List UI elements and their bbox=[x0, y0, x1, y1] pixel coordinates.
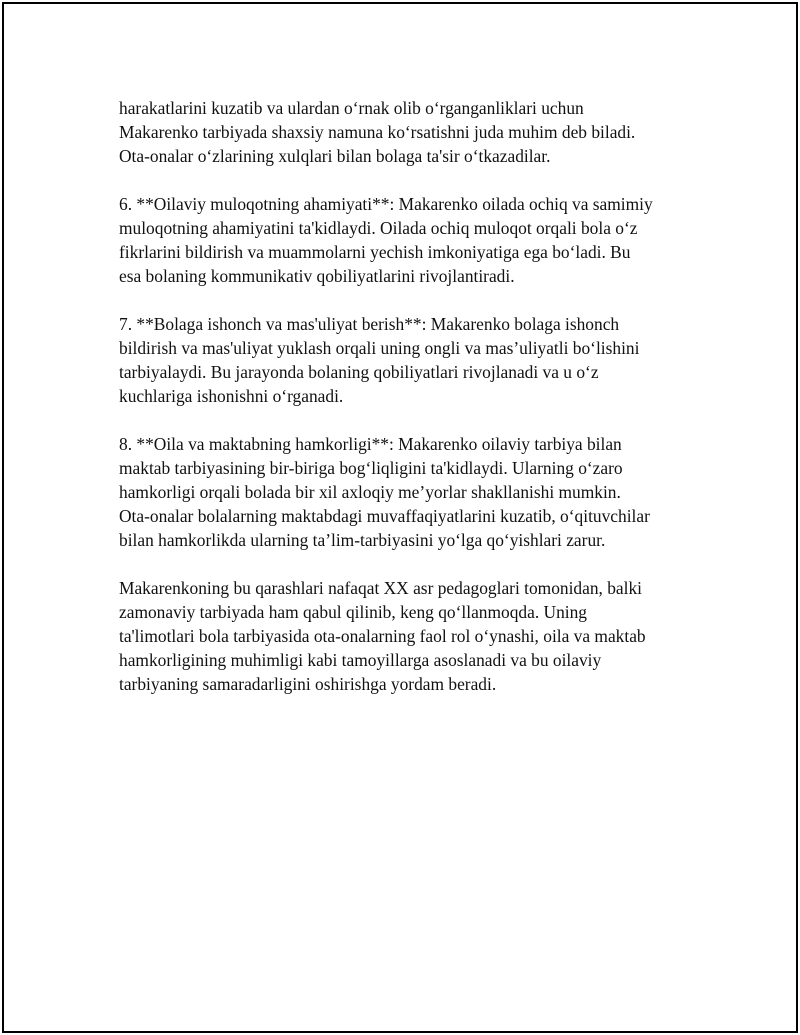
text-line: 7. **Bolaga ishonch va mas'uliyat berish**: Makarenko bolaga ishonch bbox=[119, 314, 620, 334]
text-line: harakatlarini kuzatib va ulardan o‘rnak olib o‘rganganliklari uchun bbox=[119, 98, 584, 118]
text-line: Makarenko tarbiyada shaxsiy namuna ko‘rsatishni juda muhim deb biladi. bbox=[119, 122, 636, 142]
text-line: tarbiyalaydi. Bu jarayonda bolaning qobiliyatlari rivojlanadi va u o‘z bbox=[119, 362, 599, 382]
document-page bbox=[2, 2, 798, 1033]
text-line: bilan hamkorlikda ularning ta’lim-tarbiyasini yo‘lga qo‘yishlari zarur. bbox=[119, 530, 606, 550]
text-line: hamkorligi orqali bolada bir xil axloqiy me’yorlar shakllanishi mumkin. bbox=[119, 482, 621, 502]
text-line: ta'limotlari bola tarbiyasida ota-onalarning faol rol o‘ynashi, oila va maktab bbox=[119, 626, 646, 646]
text-line: fikrlarini bildirish va muammolarni yechish imkoniyatiga ega bo‘ladi. Bu bbox=[119, 242, 631, 262]
text-line: Ota-onalar bolalarning maktabdagi muvaffaqiyatlarini kuzatib, o‘qituvchilar bbox=[119, 506, 650, 526]
text-line: kuchlariga ishonishni o‘rganadi. bbox=[119, 386, 344, 406]
text-line: 6. **Oilaviy muloqotning ahamiyati**: Makarenko oilada ochiq va samimiy bbox=[119, 194, 653, 214]
text-line: Makarenkoning bu qarashlari nafaqat XX asr pedagoglari tomonidan, balki bbox=[119, 578, 643, 598]
text-line: esa bolaning kommunikativ qobiliyatlarini rivojlantiradi. bbox=[119, 266, 515, 286]
paragraph-family-communication bbox=[119, 192, 699, 288]
text-line: muloqotning ahamiyatini ta'kidlaydi. Oilada ochiq muloqot orqali bola o‘z bbox=[119, 218, 638, 238]
text-line: hamkorligining muhimligi kabi tamoyillarga asoslanadi va bu oilaviy bbox=[119, 650, 602, 670]
text-line: zamonaviy tarbiyada ham qabul qilinib, keng qo‘llanmoqda. Uning bbox=[119, 602, 587, 622]
text-line: bildirish va mas'uliyat yuklash orqali uning ongli va mas’uliyatli bo‘lishini bbox=[119, 338, 640, 358]
paragraph-family-school-cooperation bbox=[119, 432, 699, 552]
paragraph-conclusion bbox=[119, 576, 699, 696]
text-line: Ota-onalar o‘zlarining xulqlari bilan bolaga ta'sir o‘tkazadilar. bbox=[119, 146, 551, 166]
paragraph-trust-responsibility bbox=[119, 312, 699, 408]
document-body bbox=[119, 96, 699, 720]
text-line: tarbiyaning samaradarligini oshirishga yordam beradi. bbox=[119, 674, 497, 694]
text-line: 8. **Oila va maktabning hamkorligi**: Makarenko oilaviy tarbiya bilan bbox=[119, 434, 622, 454]
text-line: maktab tarbiyasining bir-biriga bog‘liqligini ta'kidlaydi. Ularning o‘zaro bbox=[119, 458, 623, 478]
paragraph-role-model bbox=[119, 96, 699, 168]
